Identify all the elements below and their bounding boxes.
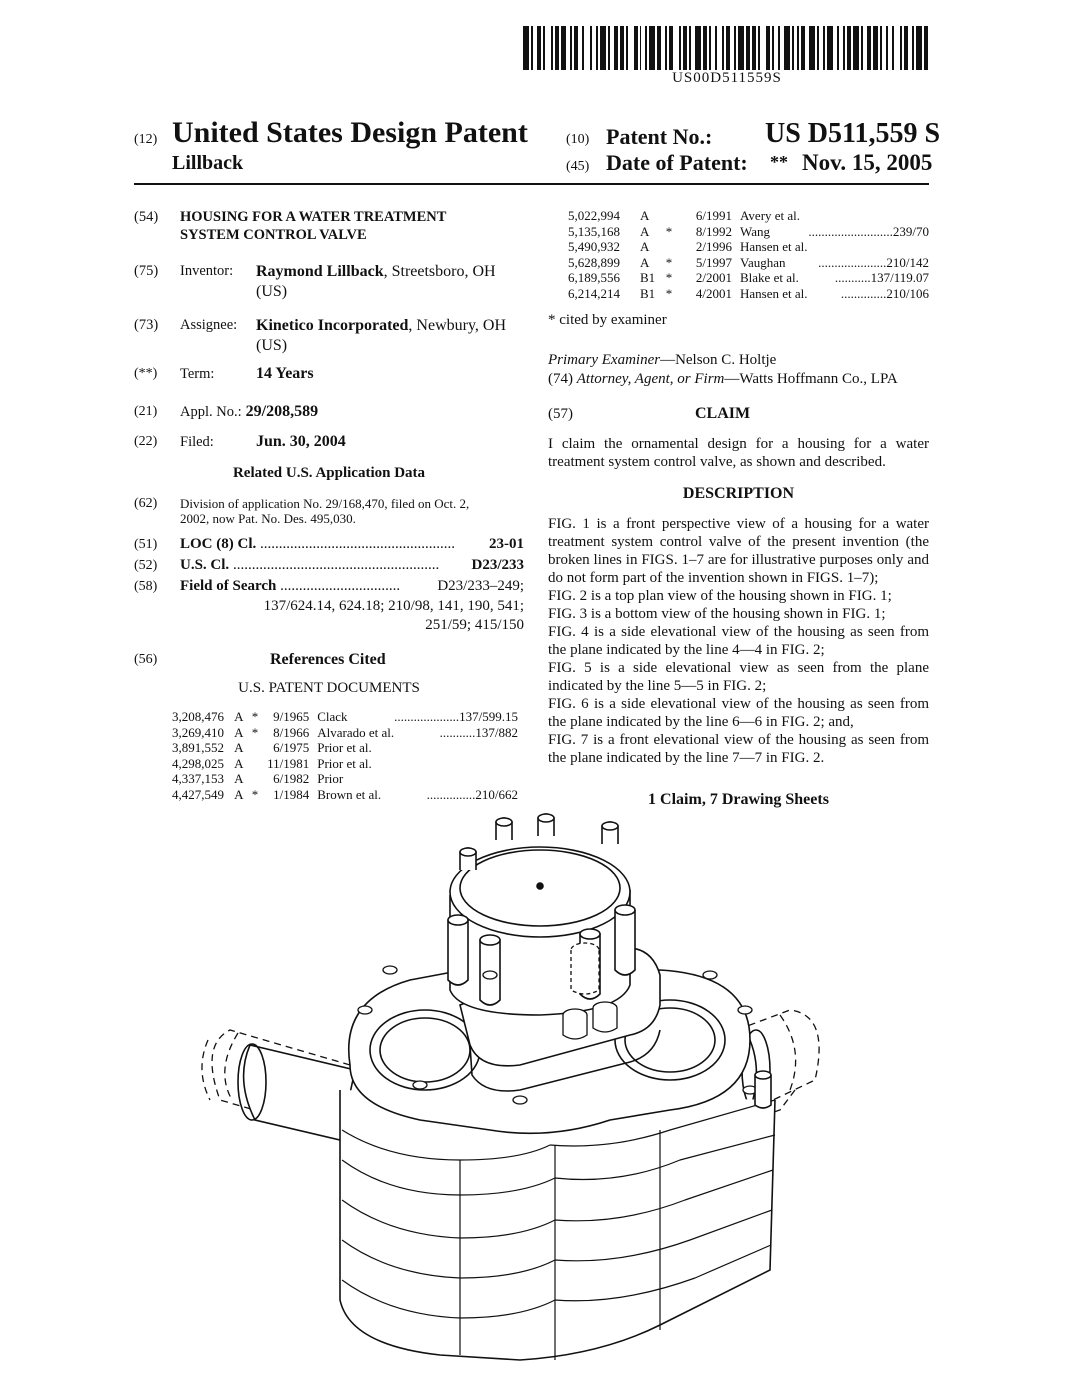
barcode-number: US00D511559S <box>672 70 782 86</box>
claim-heading-row: (57) CLAIM <box>548 405 751 422</box>
loc-class-field: (51) LOC (8) Cl. .................................................... 23-01 <box>134 536 524 552</box>
term-field: (**) Term: 14 Years <box>134 365 314 382</box>
claim-text: I claim the ornamental design for a housing for a water treatment system control valve, as shown and described. <box>548 436 929 470</box>
cited-by-examiner-note: * cited by examiner <box>548 312 667 328</box>
references-table-right <box>568 208 929 301</box>
related-data-heading: Related U.S. Application Data <box>232 465 426 481</box>
patent-number: US D511,559 S <box>765 118 941 149</box>
header-rule <box>134 183 929 185</box>
patent-documents-heading: U.S. PATENT DOCUMENTS <box>238 680 420 696</box>
code-10: (10) <box>566 132 590 147</box>
inventor-field: (75) Inventor: Raymond Lillback, Streetsboro, OH (US) <box>134 263 496 300</box>
title-line-2: SYSTEM CONTROL VALVE <box>180 227 367 243</box>
claims-sheets-summary: 1 Claim, 7 Drawing Sheets <box>648 791 829 808</box>
valve-housing-drawing <box>190 800 840 1390</box>
assignee-field: (73) Assignee: Kinetico Incorporated, Newbury, OH (US) <box>134 317 507 354</box>
inventor-name: Raymond Lillback <box>256 263 384 280</box>
description-paragraph: FIG. 3 is a bottom view of the housing shown in FIG. 1; <box>548 606 886 622</box>
description-paragraph: FIG. 7 is a front elevational view of the housing as seen from the plane indicated by the line 7—7 in FIG. 2. <box>548 732 929 766</box>
reference-row: 3,208,476 A * 9/1965 Clack ....................137/599.15 <box>172 709 518 724</box>
date-of-patent: Nov. 15, 2005 <box>802 150 933 175</box>
reference-row: 3,891,552 A 6/1975 Prior et al. <box>172 740 372 755</box>
reference-row: 6,214,214 B1 * 4/2001 Hansen et al. ..............210/106 <box>568 285 929 301</box>
reference-row: 5,490,932 A 2/1996 Hansen et al. <box>568 239 808 254</box>
reference-row: 5,628,899 A * 5/1997 Vaughan .....................210/142 <box>568 254 929 270</box>
patent-number-label: Patent No.: <box>606 124 713 149</box>
document-type: United States Design Patent <box>172 116 528 149</box>
reference-row: 3,269,410 A * 8/1966 Alvarado et al. ...........137/882 <box>172 724 518 740</box>
reference-row: 5,135,168 A * 8/1992 Wang ..........................239/70 <box>568 223 929 239</box>
reference-row: 4,298,025 A 11/1981 Prior et al. <box>172 755 372 771</box>
references-heading: (56) References Cited <box>134 651 386 668</box>
code-12: (12) <box>134 132 158 147</box>
field-of-search-line-2: 137/624.14, 624.18; 210/98, 141, 190, 541; <box>263 598 524 614</box>
date-of-patent-label: Date of Patent: <box>606 150 748 175</box>
primary-examiner: Primary Examiner—Nelson C. Holtje <box>548 352 777 368</box>
barcode <box>523 26 931 70</box>
reference-row: 4,337,153 A 6/1982 Prior <box>172 771 344 786</box>
us-class-field: (52) U.S. Cl. ....................................................... D23/233 <box>134 557 524 573</box>
left-column <box>134 208 524 802</box>
description-heading: DESCRIPTION <box>682 485 795 502</box>
description-body <box>548 515 929 767</box>
field-of-search-line-3: 251/59; 415/150 <box>425 617 524 633</box>
description-paragraph: FIG. 4 is a side elevational view of the housing as seen from the plane indicated by the line 4—4 in FIG. 2; <box>548 624 929 658</box>
application-number-field: (21) Appl. No.: 29/208,589 <box>134 403 319 420</box>
division-field: (62) Division of application No. 29/168,470, filed on Oct. 2, 2002, now Pat. No. Des. 495,030. <box>134 496 470 526</box>
title-field: (54) HOUSING FOR A WATER TREATMENT SYSTEM CONTROL VALVE <box>134 209 447 243</box>
filed-field: (22) Filed: Jun. 30, 2004 <box>134 433 346 450</box>
reference-row: 5,022,994 A 6/1991 Avery et al. <box>568 208 801 223</box>
attorney-agent-firm: (74) Attorney, Agent, or Firm—Watts Hoffmann Co., LPA <box>548 371 898 387</box>
field-of-search: (58) Field of Search ................................ D23/233–249; <box>134 578 524 594</box>
date-mark: ** <box>770 152 788 172</box>
references-table-left <box>172 709 518 802</box>
reference-row: 4,427,549 A * 1/1984 Brown et al. ...............210/662 <box>172 786 518 802</box>
title-line-1: HOUSING FOR A WATER TREATMENT <box>180 209 447 225</box>
inventor-surname: Lillback <box>172 152 244 174</box>
right-column <box>548 208 929 809</box>
description-paragraph: FIG. 6 is a side elevational view of the housing as seen from the plane indicated by the line 6—6 in FIG. 2; and, <box>548 696 929 730</box>
description-paragraph: FIG. 1 is a front perspective view of a housing for a water treatment system control valve of the present invention (the broken lines in FIGS. 1–7 are for illustrative purposes only and do not form part of the invention shown in FIGS. 1–7); <box>548 516 929 586</box>
code-45: (45) <box>566 159 590 174</box>
description-paragraph: FIG. 5 is a side elevational view as seen from the plane indicated by the line 5—5 in FIG. 2; <box>548 660 929 694</box>
reference-row: 6,189,556 B1 * 2/2001 Blake et al. ...........137/119.07 <box>568 270 929 285</box>
assignee-name: Kinetico Incorporated <box>256 317 409 334</box>
claim-heading: CLAIM <box>695 405 751 422</box>
description-paragraph: FIG. 2 is a top plan view of the housing shown in FIG. 1; <box>548 588 892 604</box>
